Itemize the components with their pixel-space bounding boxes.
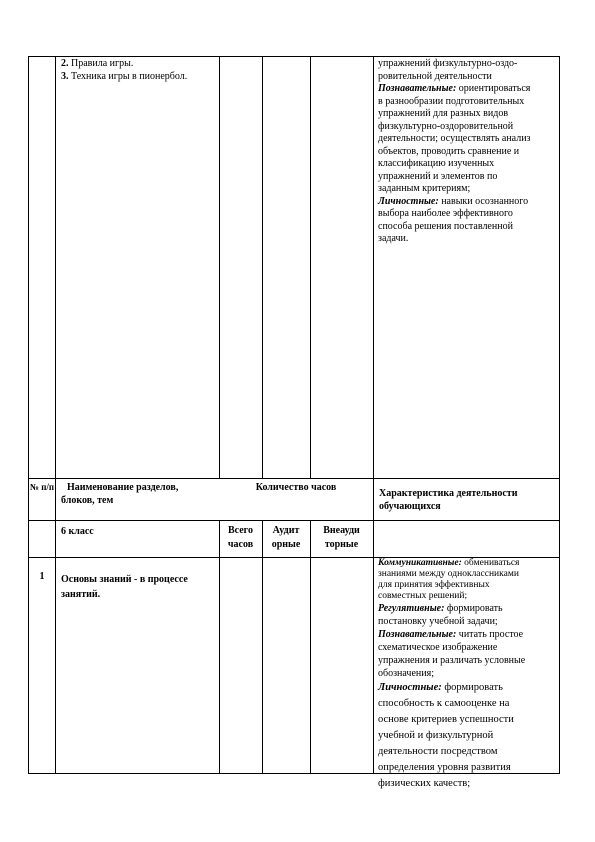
text-line: схематическое изображение <box>378 642 498 653</box>
text-line: постановку учебной задачи; <box>378 616 498 627</box>
header-name <box>61 482 217 507</box>
table-border <box>219 56 220 479</box>
text-line: выбора наиболее эффективного <box>378 208 513 219</box>
header-name-line: Наименование разделов, <box>67 482 179 493</box>
text-line: объектов, проводить сравнение и <box>378 145 520 157</box>
class-label: 6 класс <box>61 526 94 537</box>
topic-item: 3. Техника игры в пионербол. <box>61 71 188 82</box>
table-border <box>28 56 29 774</box>
text-line: Личностные: формировать <box>378 682 503 693</box>
text-line: упражнений и элементов по <box>378 170 498 182</box>
text-line: классификацию изученных <box>378 158 495 169</box>
text-line: физкультурно-оздоровительной <box>378 120 514 132</box>
header-characteristic <box>379 488 559 513</box>
table-border <box>28 520 560 521</box>
text-line: в разнообразии подготовительных <box>378 95 525 107</box>
text-line: совместных решений; <box>378 591 468 601</box>
table-border <box>28 56 560 57</box>
text-line: учебной и физкультурной <box>378 730 494 741</box>
text-line: основе критериев успешности <box>378 714 514 725</box>
table-border <box>219 520 220 774</box>
header-hours: Количество часов <box>255 482 337 493</box>
topic-item: 2. Правила игры. <box>61 58 134 69</box>
text-line: для принятия эффективных <box>378 580 490 590</box>
text-line: Познавательные: ориентироваться <box>378 83 531 94</box>
header-num: № п/п <box>29 482 55 492</box>
text-line: Коммуникативные: обмениваться <box>378 558 520 568</box>
text-line: физических качеств; <box>378 778 471 789</box>
text-line: обозначения; <box>378 668 434 679</box>
text-line: Личностные: навыки осознанного <box>378 195 529 207</box>
text-line: знаниями между одноклассниками <box>378 569 519 579</box>
text-line: упражнений физкультурно-оздо- <box>378 58 518 69</box>
row-characteristic-text <box>378 558 558 792</box>
header-char-line: Характеристика деятельности <box>379 488 518 499</box>
text-line: ровительной деятельности <box>378 70 492 82</box>
subheader-line: Всего <box>228 525 253 536</box>
text-line: заданным критериям; <box>378 183 471 194</box>
total-hours-header <box>219 524 262 552</box>
table-border <box>262 56 263 479</box>
text-line: Познавательные: читать простое <box>378 629 524 640</box>
extra-hours-header <box>310 524 373 552</box>
table-border <box>262 520 263 774</box>
subheader-line: Внеауди <box>323 525 360 536</box>
class-hours-header <box>262 524 310 552</box>
subheader-line: орные <box>271 539 301 550</box>
header-char-line: обучающихся <box>379 500 441 512</box>
table-border <box>28 478 560 479</box>
text-line: Регулятивные: формировать <box>378 603 503 614</box>
text-line: упражнений для разных видов <box>378 108 509 119</box>
row-title <box>61 572 217 602</box>
characteristic-text <box>378 58 558 246</box>
subheader-line: часов <box>227 539 254 550</box>
text-line: определения уровня развития <box>378 762 511 773</box>
text-line: задачи. <box>378 233 409 244</box>
subheader-line: Аудит <box>272 525 300 536</box>
text-line: упражнения и различать условные <box>378 655 526 666</box>
subheader-line: торные <box>324 539 359 550</box>
row-title-line: занятий. <box>61 589 101 600</box>
table-border <box>310 56 311 479</box>
text-line: способа решения поставленной <box>378 220 513 232</box>
text-line: способность к самооценке на <box>378 698 510 709</box>
row-title-line: Основы знаний - в процессе <box>61 574 188 585</box>
header-name-line: блоков, тем <box>61 494 114 506</box>
row-number: 1 <box>39 571 45 582</box>
text-line: деятельности посредством <box>378 746 498 757</box>
table-border <box>55 56 56 774</box>
table-border <box>559 56 560 774</box>
table-border <box>310 520 311 774</box>
table-border <box>373 56 374 774</box>
text-line: деятельности; осуществлять анализ <box>378 133 531 144</box>
